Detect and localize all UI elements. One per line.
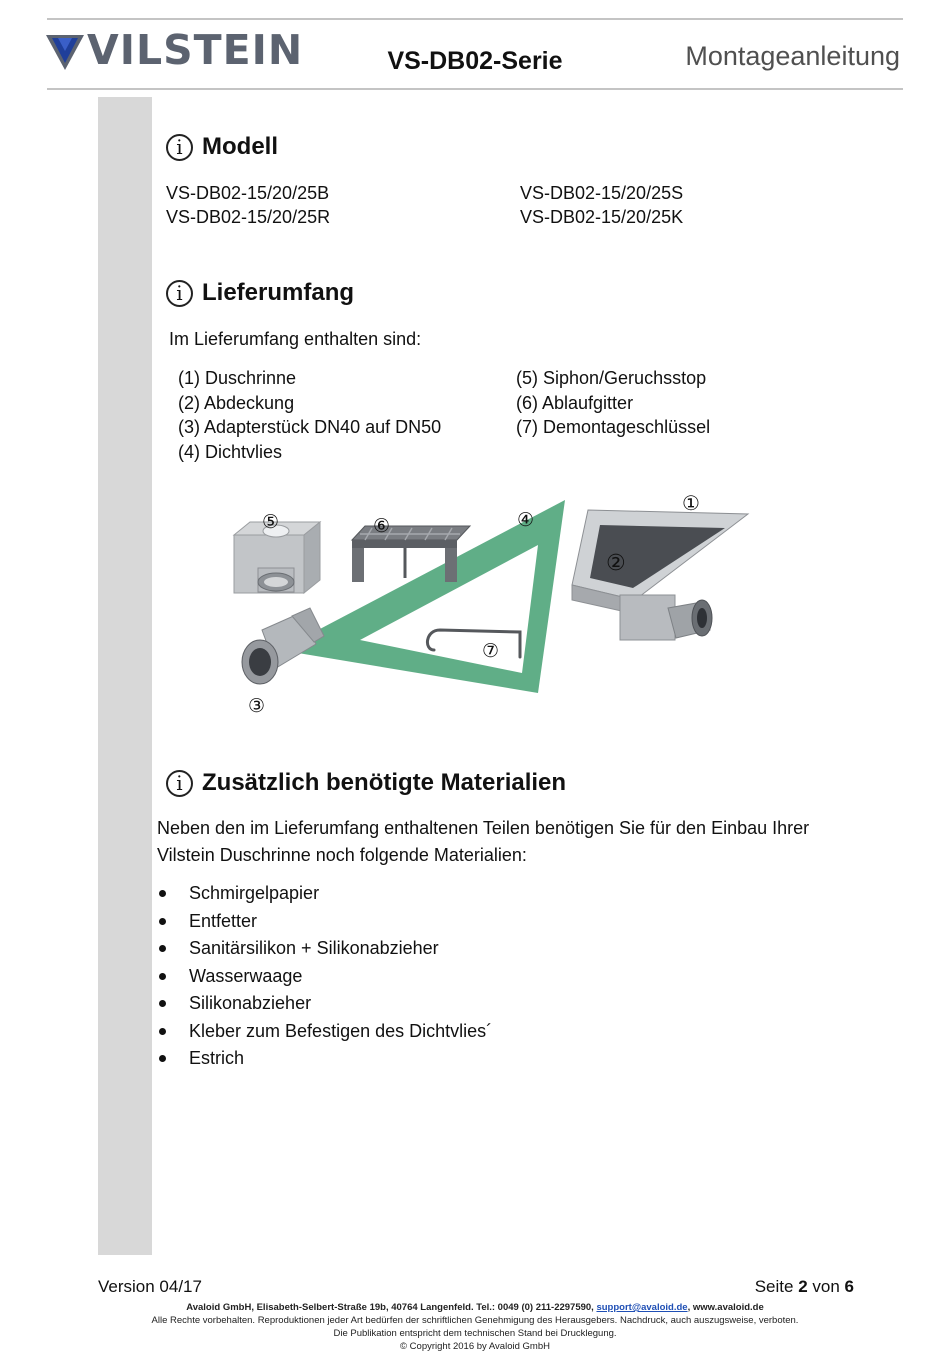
marker-7: ⑦	[482, 640, 500, 662]
page-total: 6	[844, 1277, 854, 1296]
page-current: 2	[798, 1277, 808, 1296]
list-item-text: Kleber zum Befestigen des Dichtvlies´	[189, 1020, 493, 1041]
delivery-item: (7) Demontageschlüssel	[516, 417, 711, 437]
list-item-text: Sanitärsilikon + Silikonabzieher	[189, 938, 439, 958]
model-item: VS-DB02-15/20/25S	[520, 183, 684, 203]
list-item	[157, 1018, 492, 1046]
marker-2: ②	[606, 551, 626, 576]
list-item	[157, 990, 492, 1018]
company-info: Avaloid GmbH, Elisabeth-Selbert-Straße 19b, 40764 Langenfeld. Tel.: 0049 (0) 211-2297590,	[186, 1302, 597, 1313]
list-item-text: Estrich	[189, 1048, 245, 1068]
bullet-icon	[159, 973, 166, 980]
page-middle: von	[807, 1277, 845, 1296]
bullet-icon	[159, 945, 166, 952]
delivery-item: (1) Duschrinne	[178, 368, 297, 388]
header-top-rule	[47, 18, 903, 20]
logo-text: VILSTEIN	[87, 26, 304, 74]
product-parts-illustration	[220, 490, 760, 720]
delivery-item: (4) Dichtvlies	[178, 441, 283, 462]
lieferumfang-intro: Im Lieferumfang enthalten sind:	[169, 329, 422, 349]
footer-company-line	[0, 1302, 950, 1313]
delivery-item: (5) Siphon/Geruchsstop	[516, 368, 707, 388]
marker-1: ①	[682, 491, 700, 515]
list-item-text: Schmirgelpapier	[189, 883, 320, 903]
section-title-text: Lieferumfang	[202, 279, 355, 306]
marker-4: ④	[517, 509, 535, 531]
list-item	[157, 908, 492, 936]
footer-rights: Alle Rechte vorbehalten. Reproduktionen jeder Art bedürfen der schriftlichen Genehmigung des Herausgebers. Nachdruck, auch auszugsweise, verboten.	[151, 1315, 799, 1326]
list-item	[157, 1045, 492, 1073]
info-icon: i	[166, 280, 193, 307]
section-modell-title	[166, 133, 278, 161]
materialien-intro	[157, 815, 857, 869]
delivery-item: (3) Adapterstück DN40 auf DN50	[178, 417, 442, 437]
page-prefix: Seite	[754, 1277, 799, 1296]
ablaufgitter-part	[352, 526, 470, 582]
list-item	[157, 880, 492, 908]
materialien-intro-line: Neben den im Lieferumfang enthaltenen Teilen benötigen Sie für den Einbau Ihrer	[157, 818, 810, 838]
info-icon: i	[166, 134, 193, 161]
website-text: , www.avaloid.de	[687, 1302, 764, 1313]
version-label: Version 04/17	[98, 1277, 202, 1296]
bullet-icon	[159, 890, 166, 897]
bullet-icon	[159, 1055, 166, 1062]
materialien-list	[157, 880, 492, 1073]
list-item-text: Silikonabzieher	[189, 993, 312, 1013]
footer-copyright: © Copyright 2016 by Avaloid GmbH	[400, 1341, 550, 1352]
bullet-icon	[159, 1000, 166, 1007]
marker-3: ③	[248, 695, 266, 717]
duschrinne-part	[572, 510, 748, 640]
section-title-text: Zusätzlich benötigte Materialien	[202, 769, 567, 796]
section-materialien-title	[166, 769, 566, 797]
materialien-intro-line: Vilstein Duschrinne noch folgende Materialien:	[157, 845, 527, 865]
bullet-icon	[159, 1028, 166, 1035]
list-item	[157, 963, 492, 991]
section-lieferumfang-title	[166, 279, 354, 307]
info-icon: i	[166, 770, 193, 797]
adapter-part	[242, 608, 324, 684]
model-item: VS-DB02-15/20/25R	[166, 207, 331, 227]
model-item: VS-DB02-15/20/25B	[166, 183, 330, 203]
header-bottom-rule	[47, 88, 903, 90]
model-item: VS-DB02-15/20/25K	[520, 207, 684, 227]
footer-publication: Die Publikation entspricht dem technischen Stand bei Drucklegung.	[333, 1328, 617, 1339]
section-title-text: Modell	[202, 133, 278, 160]
list-item-text: Entfetter	[189, 910, 258, 931]
document-type: Montageanleitung	[685, 41, 900, 71]
marker-6: ⑥	[373, 515, 391, 537]
bullet-icon	[159, 918, 166, 925]
list-item-text: Wasserwaage	[189, 965, 303, 986]
document-title: VS-DB02-Serie	[387, 47, 563, 75]
list-item	[157, 935, 492, 963]
delivery-item: (6) Ablaufgitter	[516, 392, 634, 413]
page-number	[755, 1277, 854, 1297]
delivery-item: (2) Abdeckung	[178, 392, 295, 413]
support-email-link[interactable]: support@avaloid.de	[596, 1302, 688, 1313]
marker-5: ⑤	[262, 511, 280, 533]
side-bar	[98, 97, 152, 1255]
